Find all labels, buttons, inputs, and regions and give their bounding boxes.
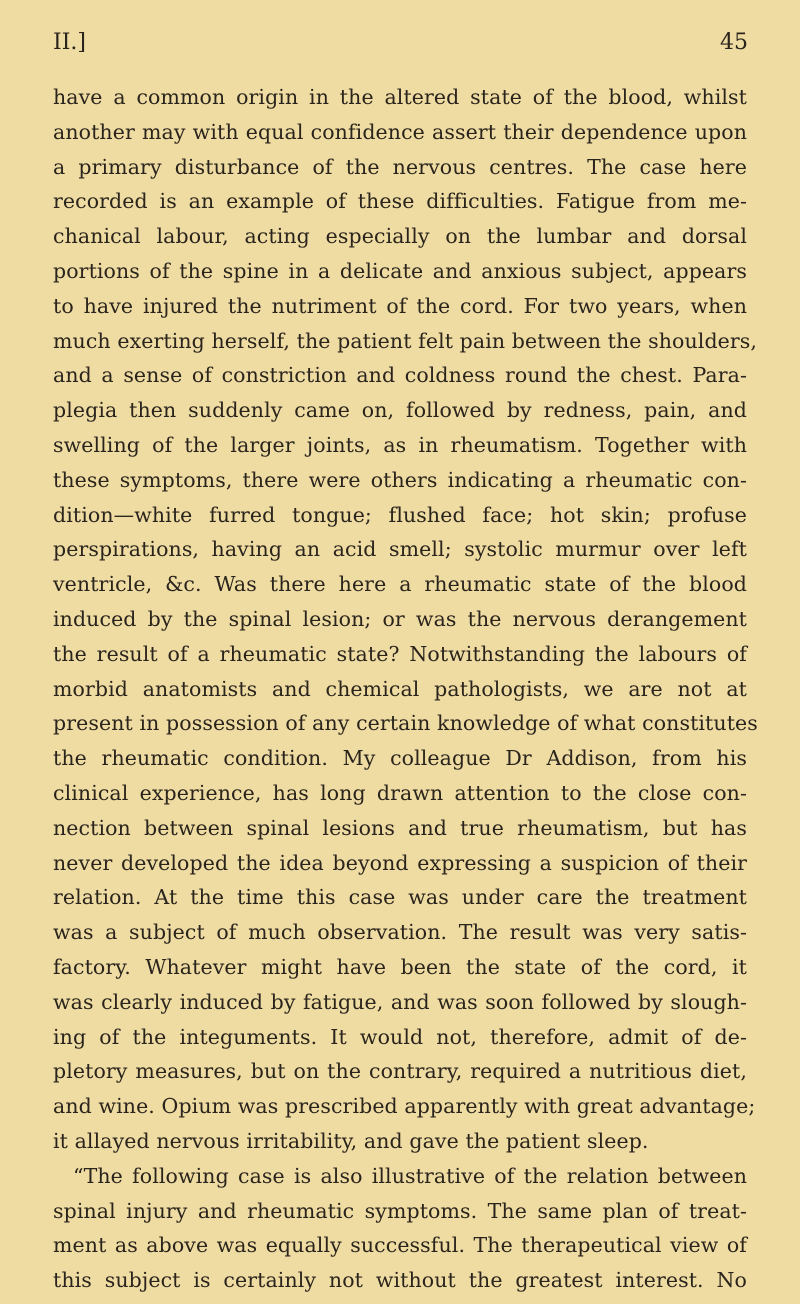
text-line: nection between spinal lesions and true rheumatism, but has <box>53 815 747 840</box>
text-line: have a common origin in the altered state of the blood, whilst <box>53 85 747 109</box>
text-line: perspirations, having an acid smell; systolic murmur over left <box>53 537 747 562</box>
text-line: was clearly induced by fatigue, and was soon followed by slough- <box>53 989 747 1014</box>
text-line: morbid anatomists and chemical pathologists, we are not at <box>53 676 747 701</box>
page-number: 45 <box>720 30 748 55</box>
text-line: relation. At the time this case was under care the treatment <box>53 885 747 910</box>
text-line: and a sense of constriction and coldness round the chest. Para- <box>53 363 747 388</box>
text-line: factory. Whatever might have been the state of the cord, it <box>53 954 747 979</box>
text-line: a primary disturbance of the nervous centres. The case here <box>53 154 747 179</box>
text-line: “The following case is also illustrative of the relation between <box>73 1163 747 1188</box>
text-line: it allayed nervous irritability, and gave the patient sleep. <box>53 1128 649 1153</box>
text-line: portions of the spine in a delicate and anxious subject, appears <box>53 258 747 283</box>
text-line: pletory measures, but on the contrary, required a nutritious diet, <box>53 1059 747 1084</box>
text-line: another may with equal confidence assert their dependence upon <box>53 119 747 144</box>
text-line: clinical experience, has long drawn attention to the close con- <box>53 780 747 805</box>
text-line: the result of a rheumatic state? Notwithstanding the labours of <box>53 641 747 666</box>
text-line: to have injured the nutriment of the cord. For two years, when <box>53 293 747 318</box>
text-line: the rheumatic condition. My colleague Dr Addison, from his <box>53 746 747 771</box>
text-line: plegia then suddenly came on, followed by redness, pain, and <box>53 398 747 423</box>
text-line: present in possession of any certain knowledge of what constitutes <box>53 711 758 736</box>
text-line: much exerting herself, the patient felt pain between the shoulders, <box>53 328 758 353</box>
text-line: was a subject of much observation. The result was very satis- <box>53 920 747 945</box>
text-line: spinal injury and rheumatic symptoms. The same plan of treat- <box>53 1198 747 1223</box>
text-line: recorded is an example of these difficulties. Fatigue from me- <box>53 189 747 214</box>
text-line: ventricle, &c. Was there here a rheumatic state of the blood <box>53 572 747 597</box>
text-line: ment as above was equally successful. The therapeutical view of <box>53 1233 747 1258</box>
text-line: ing of the integuments. It would not, therefore, admit of de- <box>53 1024 747 1049</box>
text-line: this subject is certainly not without the greatest interest. No <box>53 1268 747 1293</box>
text-line: these symptoms, there were others indicating a rheumatic con- <box>53 467 747 492</box>
text-line: and wine. Opium was prescribed apparently with great advantage; <box>53 1094 756 1119</box>
text-line: induced by the spinal lesion; or was the nervous derangement <box>53 606 747 631</box>
text-line: chanical labour, acting especially on the lumbar and dorsal <box>53 224 747 249</box>
running-head: II.] <box>53 30 86 55</box>
body-text <box>53 80 758 1298</box>
text-line: swelling of the larger joints, as in rheumatism. Together with <box>53 432 747 457</box>
text-line: dition—white furred tongue; flushed face; hot skin; profuse <box>53 502 747 527</box>
text-line: never developed the idea beyond expressing a suspicion of their <box>53 850 747 875</box>
